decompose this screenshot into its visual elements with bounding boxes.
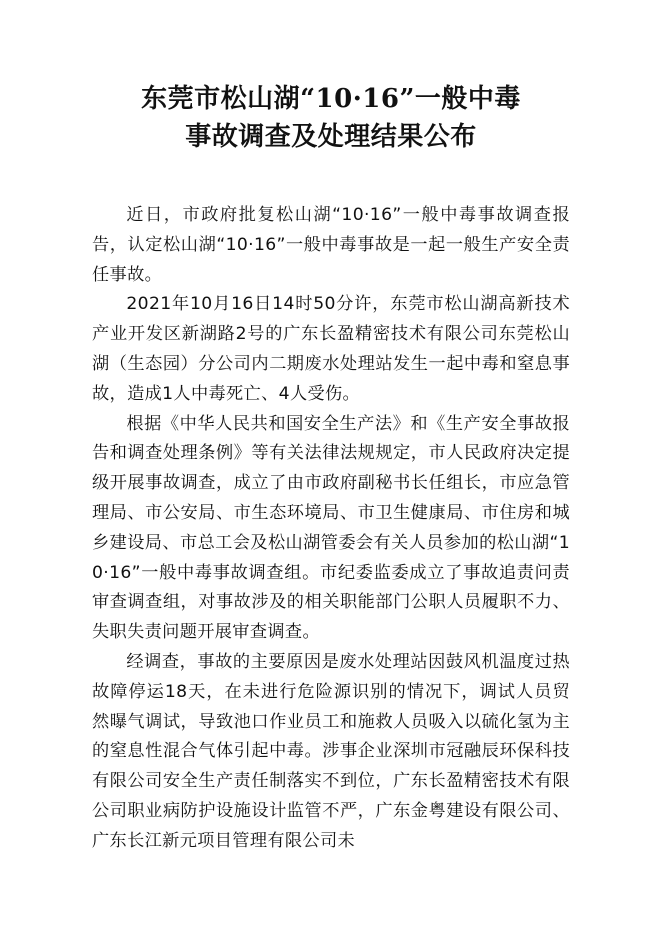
paragraph-incident: 2021年10月16日14时50分许，东莞市松山湖高新技术产业开发区新湖路2号的广东长盈精密技术有限公司东莞松山湖（生态园）分公司内二期废水处理站发生一起中毒和窒息事故，造成1人中毒死亡、4人受伤。 — [92, 294, 570, 404]
paragraph-approval: 近日，市政府批复松山湖“10·16”一般中毒事故调查报告，认定松山湖“10·16”一般中毒事故是一起一般生产安全责任事故。 — [92, 205, 570, 285]
document-body — [92, 201, 570, 857]
title-line-2: 事故调查及处理结果公布 — [185, 122, 477, 152]
title-line-1: 东莞市松山湖“10·16”一般中毒 — [141, 84, 521, 114]
document-title — [92, 80, 570, 156]
paragraph-findings: 经调查，事故的主要原因是废水处理站因鼓风机温度过热故障停运18天，在未进行危险源识别的情况下，调试人员贸然曝气调试，导致池口作业员工和施救人员吸入以硫化氢为主的窒息性混合气体引起中毒。涉事企业深圳市冠融辰环保科技有限公司安全生产责任制落实不到位，广东长盈精密技术有限公司职业病防护设施设计监管不严，广东金粤建设有限公司、广东长江新元项目管理有限公司未 — [92, 651, 570, 851]
paragraph-investigation: 根据《中华人民共和国安全生产法》和《生产安全事故报告和调查处理条例》等有关法律法规规定，市人民政府决定提级开展事故调查，成立了由市政府副秘书长任组长，市应急管理局、市公安局、市生态环境局、市卫生健康局、市住房和城乡建设局、市总工会及松山湖管委会有关人员参加的松山湖“10·16”一般中毒事故调查组。市纪委监委成立了事故追责问责审查调查组，对事故涉及的相关职能部门公职人员履职不力、失职失责问题开展审查调查。 — [92, 413, 570, 643]
